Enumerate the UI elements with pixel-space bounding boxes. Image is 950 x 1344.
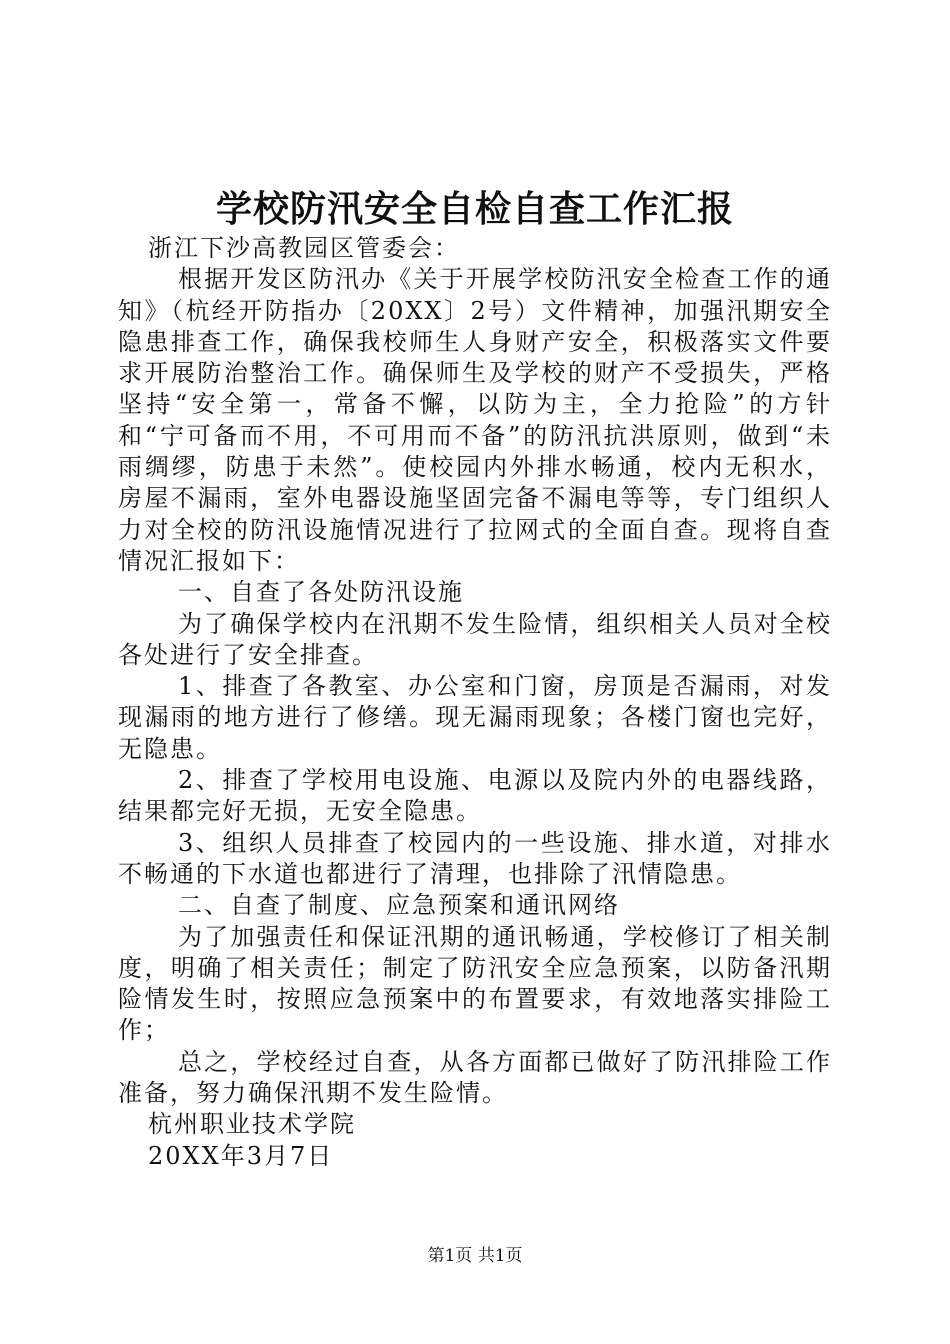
item-3-paragraph: 3、组织人员排查了校园内的一些设施、排水道，对排水不畅通的下水道也都进行了清理，也排除了汛情隐患。 bbox=[118, 828, 832, 888]
signature-organization: 杭州职业技术学院 bbox=[148, 1110, 356, 1139]
section-heading-2: 二、自查了制度、应急预案和通讯网络 bbox=[178, 891, 620, 920]
intro-paragraph: 根据开发区防汛办《关于开展学校防汛安全检查工作的通知》（杭经开防指办〔20XX〕2号）文件精神，加强汛期安全隐患排查工作，确保我校师生人身财产安全，积极落实文件要求开展防治整治工作。确保师生及学校的财产不受损失，严格坚持“安全第一，常备不懈，以防为主，全力抢险”的方针和“宁可备而不用，不可用而不备”的防汛抗洪原则，做到“未雨绸缪，防患于未然”。使校园内外排水畅通，校内无积水，房屋不漏雨，室外电器设施坚固完备不漏电等等，专门组织人力对全校的防汛设施情况进行了拉网式的全面自查。现将自查情况汇报如下： bbox=[118, 265, 832, 575]
section-2-paragraph: 为了加强责任和保证汛期的通讯畅通，学校修订了相关制度，明确了相关责任；制定了防汛安全应急预案，以防备汛期险情发生时，按照应急预案中的布置要求，有效地落实排险工作； bbox=[118, 922, 832, 1045]
item-1-paragraph: 1、排查了各教室、办公室和门窗，房顶是否漏雨，对发现漏雨的地方进行了修缮。现无漏雨现象；各楼门窗也完好，无隐患。 bbox=[118, 672, 832, 763]
section-1-paragraph: 为了确保学校内在汛期不发生险情，组织相关人员对全校各处进行了安全排查。 bbox=[118, 609, 832, 669]
page-number-footer: 第1页 共1页 bbox=[427, 1246, 523, 1266]
document-title: 学校防汛安全自检自查工作汇报 bbox=[215, 188, 734, 230]
item-2-paragraph: 2、排查了学校用电设施、电源以及院内外的电器线路，结果都完好无损，无安全隐患。 bbox=[118, 766, 832, 826]
signature-date: 20XX年3月7日 bbox=[148, 1141, 334, 1170]
salutation: 浙江下沙高教园区管委会： bbox=[148, 234, 460, 262]
conclusion-paragraph: 总之，学校经过自查，从各方面都已做好了防汛排险工作准备，努力确保汛期不发生险情。 bbox=[118, 1047, 832, 1108]
section-heading-1: 一、自查了各处防汛设施 bbox=[178, 578, 464, 607]
document-body bbox=[118, 233, 832, 1172]
